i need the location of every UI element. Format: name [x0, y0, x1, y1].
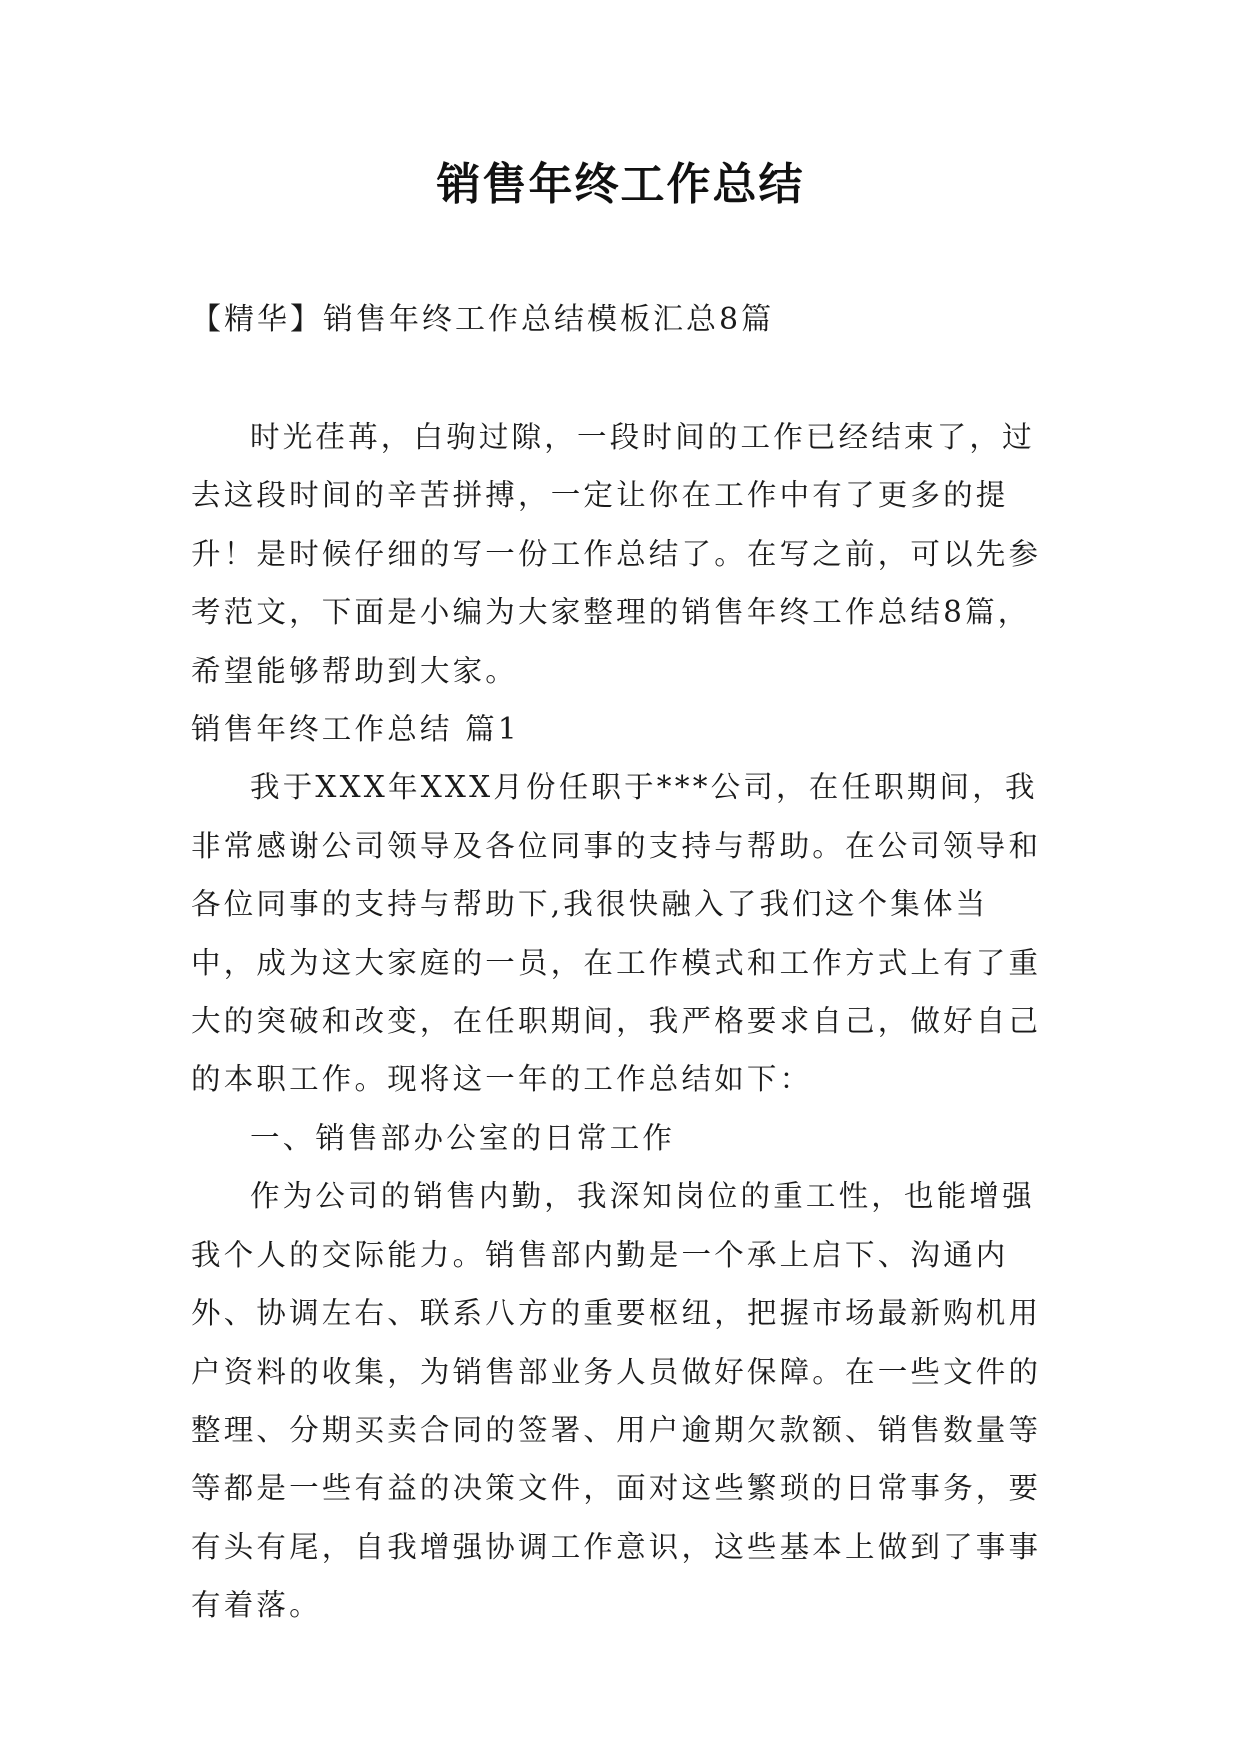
body-paragraph-1: 我于XXX年XXX月份任职于***公司，在任职期间，我非常感谢公司领导及各位同事的支持与帮助。在公司领导和各位同事的支持与帮助下,我很快融入了我们这个集体当中，成为这大家庭的一员，在工作模式和工作方式上有了重大的突破和改变，在任职期间，我严格要求自己，做好自己的本职工作。现将这一年的工作总结如下： — [191, 770, 1042, 1097]
body-paragraph-2: 作为公司的销售内勤，我深知岗位的重工性，也能增强我个人的交际能力。销售部内勤是一个承上启下、沟通内外、协调左右、联系八方的重要枢纽，把握市场最新购机用户资料的收集，为销售部业务人员做好保障。在一些文件的整理、分期买卖合同的签署、用户逾期欠款额、销售数量等等都是一些有益的决策文件，面对这些繁琐的日常事务，要有头有尾，自我增强协调工作意识，这些基本上做到了事事有着落。 — [191, 1179, 1042, 1623]
document-title: 销售年终工作总结 — [436, 159, 805, 210]
document-body — [191, 408, 1051, 1635]
article-heading: 销售年终工作总结 篇1 — [191, 712, 520, 747]
section-heading-1: 一、销售部办公室的日常工作 — [250, 1120, 676, 1155]
document-subtitle: 【精华】销售年终工作总结模板汇总8篇 — [191, 302, 775, 337]
intro-paragraph: 时光荏苒，白驹过隙，一段时间的工作已经结束了，过去这段时间的辛苦拼搏，一定让你在工作中有了更多的提升！是时候仔细的写一份工作总结了。在写之前，可以先参考范文，下面是小编为大家整理的销售年终工作总结8篇，希望能够帮助到大家。 — [191, 420, 1042, 688]
